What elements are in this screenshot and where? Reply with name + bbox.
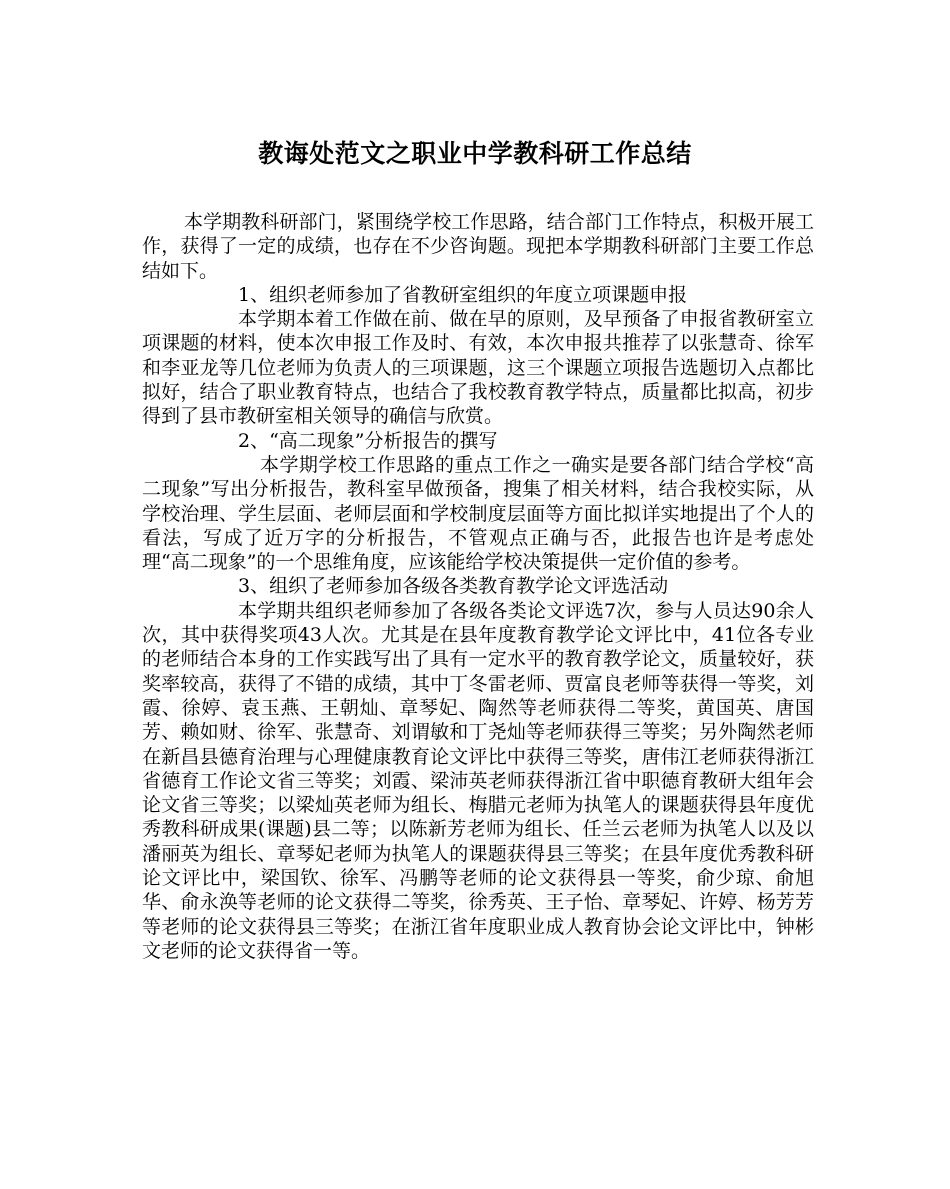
section-1-heading: 1、组织老师参加了省教研室组织的年度立项课题申报 <box>238 283 688 306</box>
section-2-paragraph: 本学期学校工作思路的重点工作之一确实是要各部门结合学校“高二现象”写出分析报告，教科室早做预备，搜集了相关材料，结合我校实际，从学校治理、学生层面、老师层面和学校制度层面等方面比拟详实地提出了个人的看法，写成了近万字的分析报告，不管观点正确与否，此报告也许是考虑处理“高二现象”的一个思维角度，应该能给学校决策提供一定价值的参考。 <box>142 453 814 574</box>
section-1-paragraph: 本学期本着工作做在前、做在早的原则，及早预备了申报省教研室立项课题的材料，使本次申报工作及时、有效，本次申报共推荐了以张慧奇、徐军和李亚龙等几位老师为负责人的三项课题，这三个课题立项报告选题切入点都比拟好，结合了职业教育特点，也结合了我校教育教学特点，质量都比拟高，初步得到了县市教研室相关领导的确信与欣赏。 <box>142 308 814 428</box>
section-3-paragraph: 本学期共组织老师参加了各级各类论文评选7次，参与人员达90余人次，其中获得奖项43人次。尤其是在县年度教育教学论文评比中，41位各专业的老师结合本身的工作实践写出了具有一定水平的教育教学论文，质量较好，获奖率较高，获得了不错的成绩，其中丁冬雷老师、贾富良老师等获得一等奖，刘霞、徐婷、袁玉燕、王朝灿、章琴妃、陶然等老师获得二等奖，黄国英、唐国芳、赖如财、徐军、张慧奇、刘谓敏和丁尧灿等老师获得三等奖；另外陶然老师在新昌县德育治理与心理健康教育论文评比中获得三等奖，唐伟江老师获得浙江省德育工作论文省三等奖；刘霞、梁沛英老师获得浙江省中职德育教研大组年会论文省三等奖；以梁灿英老师为组长、梅腊元老师为执笔人的课题获得县年度优秀教科研成果(课题)县二等；以陈新芳老师为组长、任兰云老师为执笔人以及以潘丽英为组长、章琴妃老师为执笔人的课题获得县三等奖；在县年度优秀教科研论文评比中，梁国钦、徐军、冯鹏等老师的论文获得县一等奖，俞少琼、俞旭华、俞永涣等老师的论文获得二等奖，徐秀英、王子怡、章琴妃、许婷、杨芳芳等老师的论文获得县三等奖；在浙江省年度职业成人教育协会论文评比中，钟彬文老师的论文获得省一等。 <box>142 599 814 962</box>
section-2-heading: 2、“高二现象”分析报告的撰写 <box>238 429 498 452</box>
document-title: 教诲处范文之职业中学教科研工作总结 <box>258 139 692 168</box>
document-body <box>142 210 814 963</box>
intro-paragraph: 本学期教科研部门，紧围绕学校工作思路，结合部门工作特点，积极开展工作，获得了一定的成绩，也存在不少咨询题。现把本学期教科研部门主要工作总结如下。 <box>142 211 814 282</box>
section-3-heading: 3、组织了老师参加各级各类教育教学论文评选活动 <box>238 575 669 598</box>
